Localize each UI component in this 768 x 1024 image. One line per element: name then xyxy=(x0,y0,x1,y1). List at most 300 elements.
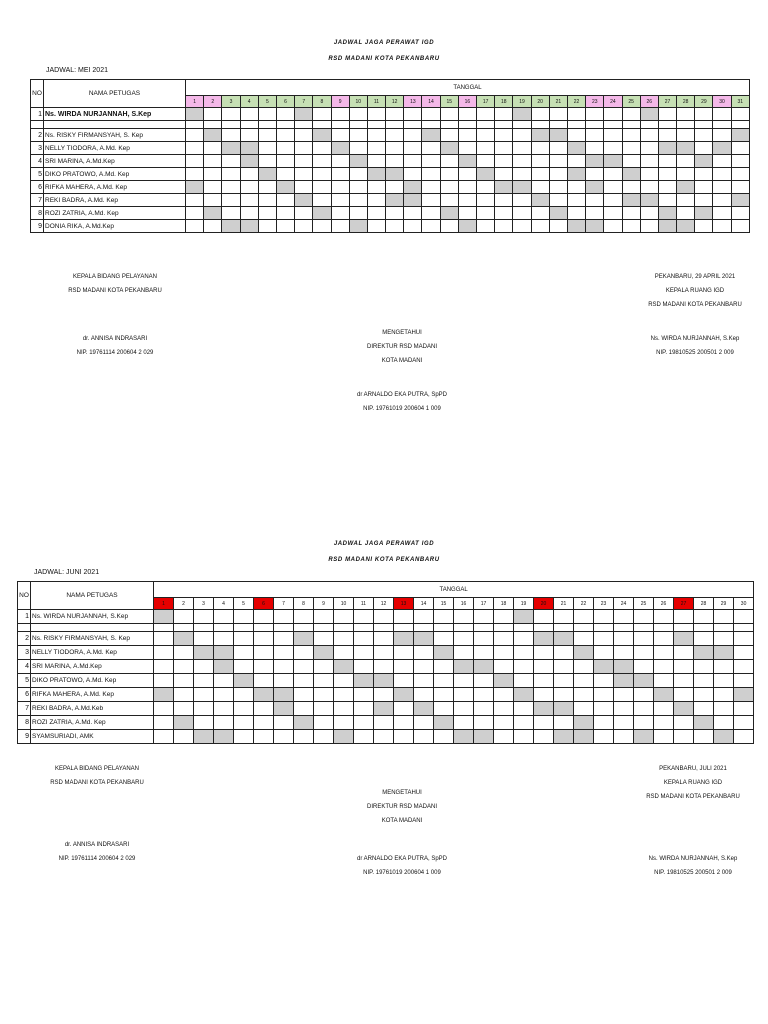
center-signature: MENGETAHUI DIREKTUR RSD MADANI KOTA MADANI dr ARNALDO EKA PUTRA, SpPD NIP. 19761019 200604 1 009 xyxy=(327,326,477,416)
table-row xyxy=(18,632,754,646)
shift-cell xyxy=(240,207,258,220)
shift-cell xyxy=(549,108,567,121)
row-number: 6 xyxy=(31,181,44,194)
shift-cell xyxy=(258,181,276,194)
day-header-10: 10 xyxy=(334,598,354,610)
day-header-31: 31 xyxy=(731,96,749,108)
shift-cell xyxy=(331,142,349,155)
shift-cell xyxy=(334,688,354,702)
shift-cell xyxy=(422,121,440,129)
shift-cell xyxy=(294,716,314,730)
shift-cell xyxy=(454,660,474,674)
shift-cell xyxy=(614,730,634,744)
shift-cell xyxy=(634,646,654,660)
shift-cell xyxy=(386,129,404,142)
shift-cell xyxy=(713,108,731,121)
day-header-30: 30 xyxy=(734,598,754,610)
shift-cell xyxy=(314,646,334,660)
shift-cell xyxy=(654,646,674,660)
signing-date: PEKANBARU, JULI 2021 xyxy=(659,766,727,772)
shift-cell xyxy=(531,168,549,181)
shift-cell xyxy=(174,632,194,646)
shift-cell xyxy=(394,688,414,702)
shift-cell xyxy=(394,716,414,730)
shift-cell xyxy=(731,142,749,155)
shift-cell xyxy=(549,181,567,194)
shift-cell xyxy=(574,610,594,624)
shift-cell xyxy=(514,610,534,624)
shift-cell xyxy=(349,168,367,181)
day-header-5: 5 xyxy=(234,598,254,610)
shift-cell xyxy=(440,181,458,194)
day-header-29: 29 xyxy=(695,96,713,108)
shift-cell xyxy=(731,121,749,129)
shift-cell xyxy=(154,624,174,632)
shift-cell xyxy=(534,646,554,660)
table-row xyxy=(31,207,750,220)
staff-name: SYAMSURIADI, AMK xyxy=(31,730,154,744)
shift-cell xyxy=(574,646,594,660)
shift-cell xyxy=(458,181,476,194)
shift-cell xyxy=(434,688,454,702)
shift-cell xyxy=(274,730,294,744)
shift-cell xyxy=(354,624,374,632)
shift-cell xyxy=(534,674,554,688)
shift-cell xyxy=(214,660,234,674)
shift-cell xyxy=(477,194,495,207)
shift-cell xyxy=(367,142,385,155)
shift-cell xyxy=(604,121,622,129)
shift-cell xyxy=(477,155,495,168)
shift-cell xyxy=(549,129,567,142)
shift-cell xyxy=(222,155,240,168)
shift-cell xyxy=(477,168,495,181)
shift-cell xyxy=(474,674,494,688)
shift-cell xyxy=(586,168,604,181)
shift-cell xyxy=(622,155,640,168)
staff-name: REKI BADRA, A.Md. Kep xyxy=(44,194,186,207)
shift-cell xyxy=(474,730,494,744)
shift-cell xyxy=(174,610,194,624)
shift-cell xyxy=(614,702,634,716)
shift-cell xyxy=(534,660,554,674)
shift-cell xyxy=(654,716,674,730)
shift-cell xyxy=(694,716,714,730)
shift-cell xyxy=(534,624,554,632)
signatory-nip: NIP. 19761019 200604 1 009 xyxy=(363,406,441,412)
shift-cell xyxy=(594,716,614,730)
table-row xyxy=(31,129,750,142)
shift-cell xyxy=(234,624,254,632)
shift-cell xyxy=(634,716,654,730)
table-row xyxy=(18,716,754,730)
shift-cell xyxy=(534,610,554,624)
shift-cell xyxy=(622,108,640,121)
shift-cell xyxy=(513,181,531,194)
shift-cell xyxy=(414,646,434,660)
shift-cell xyxy=(434,716,454,730)
shift-cell xyxy=(714,646,734,660)
shift-cell xyxy=(494,730,514,744)
shift-cell xyxy=(734,646,754,660)
staff-name: SRI MARINA, A.Md.Kep xyxy=(44,155,186,168)
shift-cell xyxy=(622,129,640,142)
shift-cell xyxy=(274,716,294,730)
shift-cell xyxy=(434,610,454,624)
day-header-15: 15 xyxy=(434,598,454,610)
shift-cell xyxy=(222,181,240,194)
shift-cell xyxy=(386,155,404,168)
shift-cell xyxy=(314,610,334,624)
shift-cell xyxy=(658,142,676,155)
shift-cell xyxy=(349,121,367,129)
shift-cell xyxy=(240,181,258,194)
shift-cell xyxy=(214,702,234,716)
shift-cell xyxy=(154,610,174,624)
day-header-20: 20 xyxy=(531,96,549,108)
shift-cell xyxy=(349,155,367,168)
shift-cell xyxy=(334,702,354,716)
shift-cell xyxy=(586,129,604,142)
shift-cell xyxy=(586,220,604,233)
shift-cell xyxy=(694,610,714,624)
day-header-21: 21 xyxy=(549,96,567,108)
header-nama-petugas: NAMA PETUGAS xyxy=(44,80,186,108)
shift-cell xyxy=(734,624,754,632)
shift-cell xyxy=(354,632,374,646)
shift-cell xyxy=(295,155,313,168)
shift-cell xyxy=(694,730,714,744)
shift-cell xyxy=(674,632,694,646)
shift-cell xyxy=(374,610,394,624)
shift-cell xyxy=(274,610,294,624)
shift-cell xyxy=(477,181,495,194)
shift-cell xyxy=(440,155,458,168)
shift-cell xyxy=(274,646,294,660)
signatory-nip: NIP. 19761114 200604 2 029 xyxy=(58,856,136,862)
shift-cell xyxy=(386,121,404,129)
shift-cell xyxy=(354,610,374,624)
shift-cell xyxy=(294,610,314,624)
shift-cell xyxy=(474,688,494,702)
shift-cell xyxy=(514,632,534,646)
shift-cell xyxy=(622,194,640,207)
shift-cell xyxy=(422,129,440,142)
table-row xyxy=(18,702,754,716)
shift-cell xyxy=(454,688,474,702)
day-header-20: 20 xyxy=(534,598,554,610)
shift-cell xyxy=(313,142,331,155)
shift-cell xyxy=(186,108,204,121)
shift-cell xyxy=(494,660,514,674)
shift-cell xyxy=(194,624,214,632)
shift-cell xyxy=(186,155,204,168)
day-header-29: 29 xyxy=(714,598,734,610)
shift-cell xyxy=(394,632,414,646)
shift-cell xyxy=(204,168,222,181)
shift-cell xyxy=(731,155,749,168)
shift-cell xyxy=(154,646,174,660)
table-row xyxy=(18,660,754,674)
shift-cell xyxy=(454,702,474,716)
day-header-6: 6 xyxy=(276,96,294,108)
day-header-3: 3 xyxy=(222,96,240,108)
shift-cell xyxy=(414,730,434,744)
shift-cell xyxy=(640,129,658,142)
shift-cell xyxy=(314,730,334,744)
shift-cell xyxy=(658,181,676,194)
shift-cell xyxy=(240,168,258,181)
shift-cell xyxy=(194,730,214,744)
table-row xyxy=(18,624,754,632)
shift-cell xyxy=(374,624,394,632)
shift-cell xyxy=(622,121,640,129)
shift-cell xyxy=(567,220,585,233)
shift-cell xyxy=(567,108,585,121)
shift-cell xyxy=(254,660,274,674)
shift-cell xyxy=(331,181,349,194)
shift-cell xyxy=(349,207,367,220)
shift-cell xyxy=(734,716,754,730)
shift-cell xyxy=(222,142,240,155)
shift-cell xyxy=(474,660,494,674)
shift-cell xyxy=(458,168,476,181)
staff-name: NELLY TIODORA, A.Md. Kep xyxy=(44,142,186,155)
shift-cell xyxy=(254,716,274,730)
signatory-nip: NIP. 19761019 200604 1 009 xyxy=(363,870,441,876)
shift-cell xyxy=(658,121,676,129)
shift-cell xyxy=(295,181,313,194)
staff-name xyxy=(31,624,154,632)
signatory-name: Ns. WIRDA NURJANNAH, S.Kep xyxy=(650,336,740,342)
shift-cell xyxy=(714,688,734,702)
shift-cell xyxy=(334,716,354,730)
shift-cell xyxy=(331,168,349,181)
shift-cell xyxy=(374,730,394,744)
shift-cell xyxy=(674,716,694,730)
shift-cell xyxy=(234,610,254,624)
shift-cell xyxy=(204,108,222,121)
shift-cell xyxy=(404,207,422,220)
shift-cell xyxy=(604,108,622,121)
shift-cell xyxy=(234,730,254,744)
shift-cell xyxy=(258,108,276,121)
shift-cell xyxy=(240,121,258,129)
shift-cell xyxy=(694,632,714,646)
shift-cell xyxy=(174,674,194,688)
shift-cell xyxy=(658,129,676,142)
signing-date: PEKANBARU, 29 APRIL 2021 xyxy=(654,274,736,280)
shift-cell xyxy=(294,702,314,716)
shift-cell xyxy=(204,194,222,207)
table-row xyxy=(31,181,750,194)
day-header-5: 5 xyxy=(258,96,276,108)
shift-cell xyxy=(554,716,574,730)
row-number: 4 xyxy=(31,155,44,168)
shift-cell xyxy=(454,646,474,660)
shift-cell xyxy=(394,646,414,660)
shift-cell xyxy=(731,207,749,220)
shift-cell xyxy=(574,716,594,730)
shift-cell xyxy=(477,207,495,220)
shift-cell xyxy=(454,610,474,624)
shift-cell xyxy=(394,730,414,744)
shift-cell xyxy=(349,142,367,155)
shift-cell xyxy=(314,716,334,730)
shift-cell xyxy=(434,632,454,646)
shift-cell xyxy=(714,624,734,632)
shift-cell xyxy=(674,646,694,660)
shift-cell xyxy=(594,624,614,632)
shift-cell xyxy=(614,688,634,702)
shift-cell xyxy=(354,646,374,660)
shift-cell xyxy=(367,220,385,233)
shift-cell xyxy=(513,207,531,220)
shift-cell xyxy=(495,207,513,220)
shift-cell xyxy=(634,632,654,646)
shift-cell xyxy=(254,646,274,660)
shift-cell xyxy=(422,194,440,207)
shift-cell xyxy=(713,207,731,220)
shift-cell xyxy=(531,129,549,142)
shift-cell xyxy=(677,220,695,233)
shift-cell xyxy=(295,220,313,233)
shift-cell xyxy=(174,702,194,716)
shift-cell xyxy=(154,702,174,716)
row-number: 4 xyxy=(18,660,31,674)
shift-cell xyxy=(677,168,695,181)
shift-cell xyxy=(713,168,731,181)
day-header-30: 30 xyxy=(713,96,731,108)
day-header-4: 4 xyxy=(214,598,234,610)
day-header-27: 27 xyxy=(658,96,676,108)
day-header-1: 1 xyxy=(154,598,174,610)
shift-cell xyxy=(274,688,294,702)
shift-cell xyxy=(574,730,594,744)
shift-cell xyxy=(640,168,658,181)
day-header-16: 16 xyxy=(454,598,474,610)
shift-cell xyxy=(734,688,754,702)
shift-cell xyxy=(194,632,214,646)
shift-cell xyxy=(276,207,294,220)
shift-cell xyxy=(554,674,574,688)
shift-cell xyxy=(186,129,204,142)
day-header-23: 23 xyxy=(586,96,604,108)
shift-cell xyxy=(331,155,349,168)
staff-name: ROZI ZATRIA, A.Md. Kep xyxy=(31,716,154,730)
shift-cell xyxy=(674,730,694,744)
shift-cell xyxy=(374,702,394,716)
shift-cell xyxy=(313,220,331,233)
shift-cell xyxy=(695,168,713,181)
shift-cell xyxy=(477,220,495,233)
row-number xyxy=(18,624,31,632)
shift-cell xyxy=(677,108,695,121)
shift-cell xyxy=(534,632,554,646)
shift-cell xyxy=(654,610,674,624)
shift-cell xyxy=(367,129,385,142)
shift-cell xyxy=(674,688,694,702)
shift-cell xyxy=(454,716,474,730)
shift-cell xyxy=(254,674,274,688)
shift-cell xyxy=(274,632,294,646)
shift-cell xyxy=(254,688,274,702)
row-number: 9 xyxy=(31,220,44,233)
header-tanggal: TANGGAL xyxy=(186,80,750,96)
shift-cell xyxy=(334,660,354,674)
shift-cell xyxy=(354,716,374,730)
shift-cell xyxy=(531,194,549,207)
day-header-14: 14 xyxy=(414,598,434,610)
shift-cell xyxy=(204,142,222,155)
shift-cell xyxy=(674,610,694,624)
shift-cell xyxy=(331,108,349,121)
shift-cell xyxy=(567,129,585,142)
shift-cell xyxy=(386,181,404,194)
row-number: 1 xyxy=(18,610,31,624)
document-title: JADWAL JAGA PERAWAT IGD xyxy=(333,541,435,547)
shift-cell xyxy=(276,142,294,155)
shift-cell xyxy=(713,129,731,142)
shift-cell xyxy=(734,660,754,674)
shift-cell xyxy=(354,730,374,744)
day-header-9: 9 xyxy=(331,96,349,108)
shift-cell xyxy=(734,702,754,716)
shift-cell xyxy=(604,220,622,233)
shift-cell xyxy=(622,168,640,181)
shift-cell xyxy=(258,220,276,233)
shift-cell xyxy=(513,142,531,155)
shift-cell xyxy=(422,181,440,194)
shift-cell xyxy=(422,142,440,155)
shift-cell xyxy=(454,624,474,632)
day-header-14: 14 xyxy=(422,96,440,108)
shift-cell xyxy=(640,155,658,168)
shift-cell xyxy=(513,168,531,181)
shift-cell xyxy=(440,129,458,142)
shift-cell xyxy=(404,129,422,142)
shift-cell xyxy=(594,730,614,744)
shift-cell xyxy=(222,129,240,142)
shift-cell xyxy=(549,155,567,168)
shift-cell xyxy=(254,624,274,632)
day-header-19: 19 xyxy=(513,96,531,108)
row-number: 6 xyxy=(18,688,31,702)
day-header-22: 22 xyxy=(574,598,594,610)
shift-cell xyxy=(534,702,554,716)
shift-cell xyxy=(440,194,458,207)
shift-cell xyxy=(422,207,440,220)
shift-cell xyxy=(654,702,674,716)
left-signature: KEPALA BIDANG PELAYANAN RSD MADANI KOTA PEKANBARU dr. ANNISA INDRASARI NIP. 19761114 200604 2 029 xyxy=(40,270,190,360)
shift-cell xyxy=(404,121,422,129)
shift-cell xyxy=(194,702,214,716)
staff-name xyxy=(44,121,186,129)
shift-cell xyxy=(414,716,434,730)
shift-cell xyxy=(514,646,534,660)
shift-cell xyxy=(549,168,567,181)
shift-cell xyxy=(414,674,434,688)
shift-cell xyxy=(186,181,204,194)
shift-cell xyxy=(714,730,734,744)
shift-cell xyxy=(274,702,294,716)
shift-cell xyxy=(640,220,658,233)
shift-cell xyxy=(695,129,713,142)
signatory-name: dr ARNALDO EKA PUTRA, SpPD xyxy=(356,392,448,398)
shift-cell xyxy=(586,155,604,168)
shift-cell xyxy=(440,168,458,181)
shift-cell xyxy=(313,207,331,220)
